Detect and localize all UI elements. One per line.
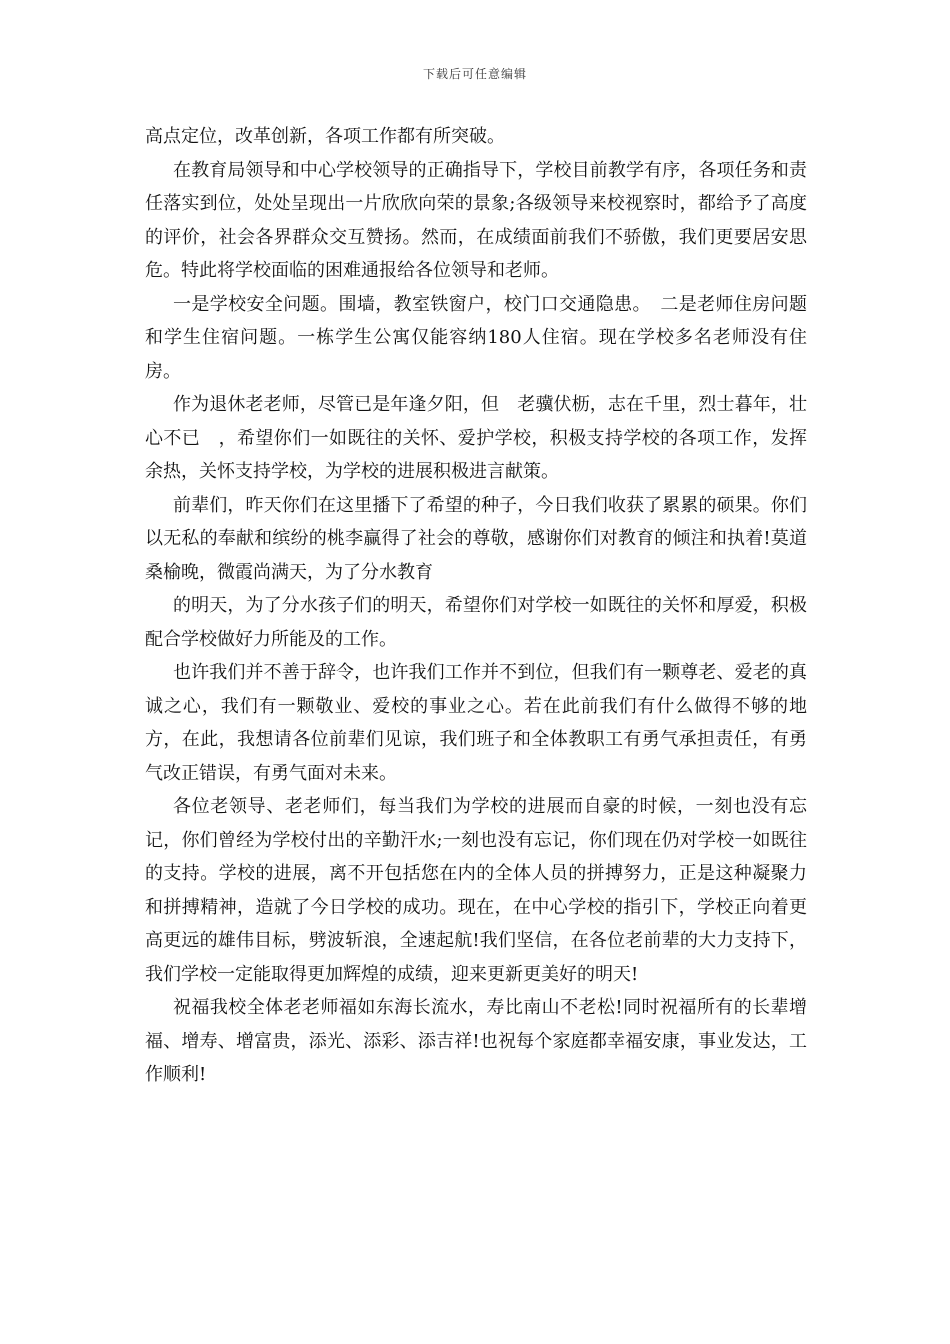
paragraph: 的明天，为了分水孩子们的明天，希望你们对学校一如既往的关怀和厚爱，积极配合学校做好力所能及的工作。 — [145, 595, 807, 650]
paragraph: 高点定位，改革创新，各项工作都有所突破。 — [145, 126, 505, 147]
document-body — [145, 120, 807, 1092]
paragraph: 在教育局领导和中心学校领导的正确指导下，学校目前教学有序，各项任务和责任落实到位，处处呈现出一片欣欣向荣的景象;各级领导来校视察时，都给予了高度的评价，社会各界群众交互赞扬。然而，在成绩面前我们不骄傲，我们更要居安思危。特此将学校面临的困难通报给各位领导和老师。 — [145, 159, 807, 281]
paragraph: 前辈们，昨天你们在这里播下了希望的种子，今日我们收获了累累的硕果。你们以无私的奉献和缤纷的桃李赢得了社会的尊敬，感谢你们对教育的倾注和执着!莫道桑榆晚，微霞尚满天，为了分水教育 — [145, 494, 807, 583]
paragraph: 一是学校安全问题。围墙，教室铁窗户，校门口交通隐患。 二是老师住房问题和学生住宿问题。一栋学生公寓仅能容纳180人住宿。现在学校多名老师没有住房。 — [145, 293, 807, 382]
paragraph: 作为退休老老师，尽管已是年逢夕阳，但 老骥伏枥，志在千里，烈士暮年，壮心不已 ，希望你们一如既往的关怀、爱护学校，积极支持学校的各项工作，发挥余热，关怀支持学校，为学校的进展积极进言献策。 — [145, 394, 807, 482]
paragraph: 祝福我校全体老老师福如东海长流水，寿比南山不老松!同时祝福所有的长辈增福、增寿、增富贵，添光、添彩、添吉祥!也祝每个家庭都幸福安康，事业发达，工作顺利! — [145, 997, 807, 1085]
paragraph: 各位老领导、老老师们，每当我们为学校的进展而自豪的时候，一刻也没有忘记，你们曾经为学校付出的辛勤汗水;一刻也没有忘记，你们现在仍对学校一如既往的支持。学校的进展，离不开包括您在内的全体人员的拼搏努力，正是这种凝聚力和拼搏精神，造就了今日学校的成功。现在，在中心学校的指引下，学校正向着更高更远的雄伟目标，劈波斩浪，全速起航!我们坚信，在各位老前辈的大力支持下，我们学校一定能取得更加辉煌的成绩，迎来更新更美好的明天! — [145, 796, 807, 985]
paragraph: 也许我们并不善于辞令，也许我们工作并不到位，但我们有一颗尊老、爱老的真诚之心，我们有一颗敬业、爱校的事业之心。若在此前我们有什么做得不够的地方，在此，我想请各位前辈们见谅，我们班子和全体教职工有勇气承担责任，有勇气改正错误，有勇气面对未来。 — [145, 662, 807, 784]
header-note: 下载后可任意编辑 — [422, 67, 527, 81]
